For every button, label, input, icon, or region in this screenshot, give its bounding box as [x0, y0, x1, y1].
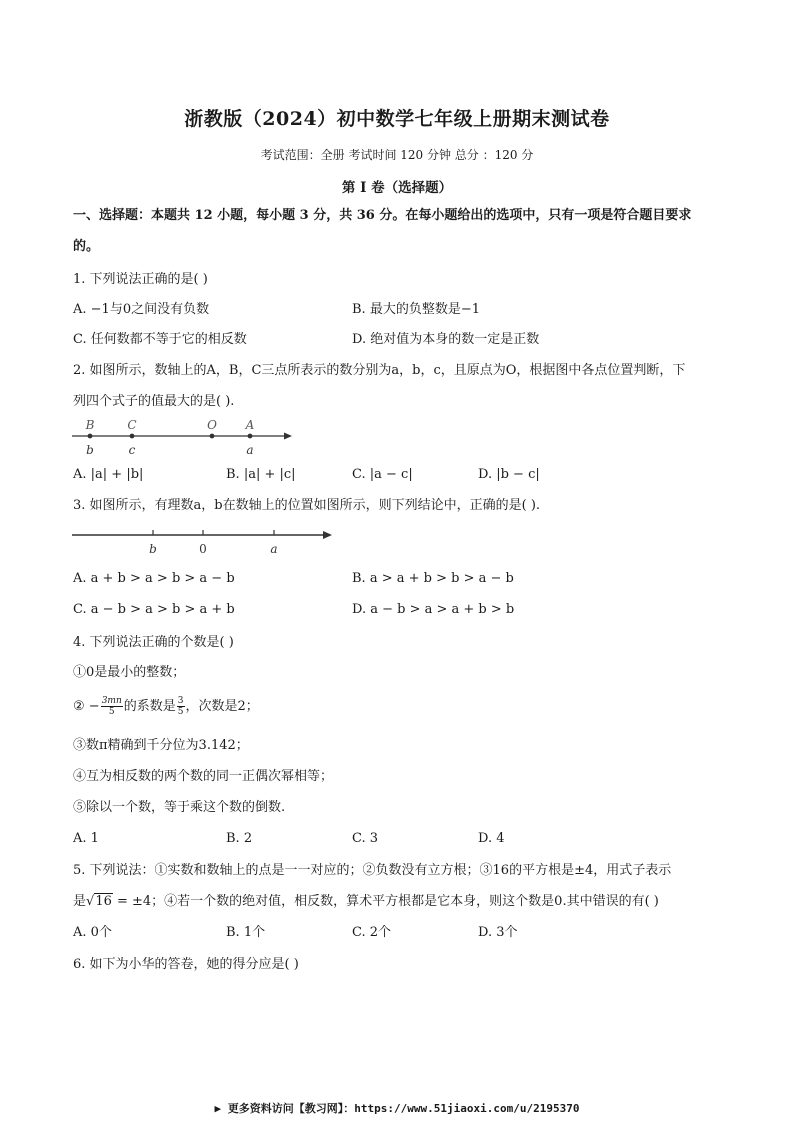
q2-label-a-point: A: [245, 418, 255, 432]
q2-label-origin: O: [207, 418, 217, 432]
q4-item2-middle: 的系数是: [123, 699, 176, 714]
q2-label-b-point: B: [85, 418, 95, 432]
q3-option-b: B. a > a + b > b > a − b: [352, 571, 514, 586]
sqrt-icon: √: [86, 894, 95, 909]
q4-option-c: C. 3: [352, 831, 379, 846]
q5-sqrt-radicand: 16: [95, 894, 112, 909]
q5-stem2-suffix: = ±4；④若一个数的绝对值，相反数，算术平方根都是它本身，则这个数是0.其中错误的有( ): [112, 894, 659, 909]
q3-label-b: b: [149, 542, 157, 556]
section-instructions-line2: 的。: [73, 239, 100, 254]
q4-item2-suffix: ，次数是2；: [185, 699, 259, 714]
q2-option-c: C. |a − c|: [352, 467, 413, 482]
q1-option-c: C. 任何数都不等于它的相反数: [73, 332, 247, 347]
q6-stem: 6. 如下为小华的答卷，她的得分应是( ): [73, 957, 299, 972]
q5-option-c: C. 2个: [352, 925, 392, 940]
q3-number-line: [70, 524, 336, 558]
q2-option-d: D. |b − c|: [478, 467, 540, 482]
q4-fraction-numerator: 3mn: [101, 696, 122, 706]
q3-option-a: A. a + b > a > b > a − b: [73, 571, 235, 586]
q5-option-d: D. 3个: [478, 925, 518, 940]
q2-stem-line2: 列四个式子的值最大的是( ).: [73, 394, 235, 409]
q4-option-d: D. 4: [478, 831, 505, 846]
q3-option-c: C. a − b > a > b > a + b: [73, 602, 235, 617]
q1-option-d: D. 绝对值为本身的数一定是正数: [352, 332, 540, 347]
q1-option-a: A. −1与0之间没有负数: [73, 302, 210, 317]
q4-fraction-denominator: 5: [108, 707, 115, 717]
q5-stem-line1: 5. 下列说法：①实数和数轴上的点是一一对应的；②负数没有立方根；③16的平方根是±4，用式子表示: [73, 863, 672, 878]
q4-coef-denominator: 5: [177, 707, 184, 717]
q4-item-1: ①0是最小的整数；: [73, 665, 186, 680]
q3-label-a: a: [270, 542, 278, 556]
q5-option-a: A. 0个: [73, 925, 112, 940]
q4-item-4: ④互为相反数的两个数的同一正偶次幂相等；: [73, 769, 334, 784]
q5-stem2-prefix: 是: [73, 894, 87, 909]
q2-stem-line1: 2. 如图所示，数轴上的A，B，C三点所表示的数分别为a，b，c，且原点为O，根据图中各点位置判断，下: [73, 363, 686, 378]
footer-link[interactable]: ▶ 更多资料访问【教习网】：https://www.51jiaoxi.com/u/2195370: [214, 1102, 580, 1115]
q4-stem: 4. 下列说法正确的个数是( ): [73, 635, 234, 650]
q2-option-b: B. |a| + |c|: [226, 467, 296, 482]
q4-option-a: A. 1: [73, 831, 99, 846]
q4-fraction-3-5: [177, 696, 185, 717]
q4-option-b: B. 2: [226, 831, 253, 846]
q4-item-2: [73, 696, 259, 717]
q3-option-d: D. a − b > a > a + b > b: [352, 602, 515, 617]
section-instructions-line1: 一、选择题：本题共 12 小题，每小题 3 分，共 36 分。在每小题给出的选项中，只有一项是符合题目要求: [73, 208, 692, 223]
q2-option-a: A. |a| + |b|: [73, 467, 144, 482]
q4-item2-prefix: ② −: [73, 699, 100, 714]
q3-stem: 3. 如图所示，有理数a，b在数轴上的位置如图所示，则下列结论中，正确的是( ).: [73, 498, 541, 513]
q2-label-c-point: C: [127, 418, 137, 432]
exam-info: 考试范围：全册 考试时间 120 分钟 总分 ：120 分: [260, 148, 534, 162]
q1-option-b: B. 最大的负整数是−1: [352, 302, 480, 317]
q4-coef-numerator: 3: [177, 696, 184, 706]
q5-stem-line2: [73, 893, 659, 911]
q4-item-5: ⑤除以一个数，等于乘这个数的倒数.: [73, 800, 286, 815]
q2-label-a-value: a: [246, 443, 254, 457]
q4-item-3: ③数π精确到千分位为3.142；: [73, 738, 249, 753]
q1-stem: 1. 下列说法正确的是( ): [73, 272, 208, 287]
volume-heading: 第 I 卷（选择题）: [341, 180, 453, 196]
q2-number-line: [70, 414, 300, 460]
page-title: 浙教版（2024）初中数学七年级上册期末测试卷: [184, 108, 610, 130]
q5-option-b: B. 1个: [226, 925, 266, 940]
q2-label-b-value: b: [86, 443, 94, 457]
q2-label-c-value: c: [128, 443, 136, 457]
q4-fraction-3mn-5: [101, 696, 123, 717]
q3-label-zero: 0: [199, 542, 207, 556]
